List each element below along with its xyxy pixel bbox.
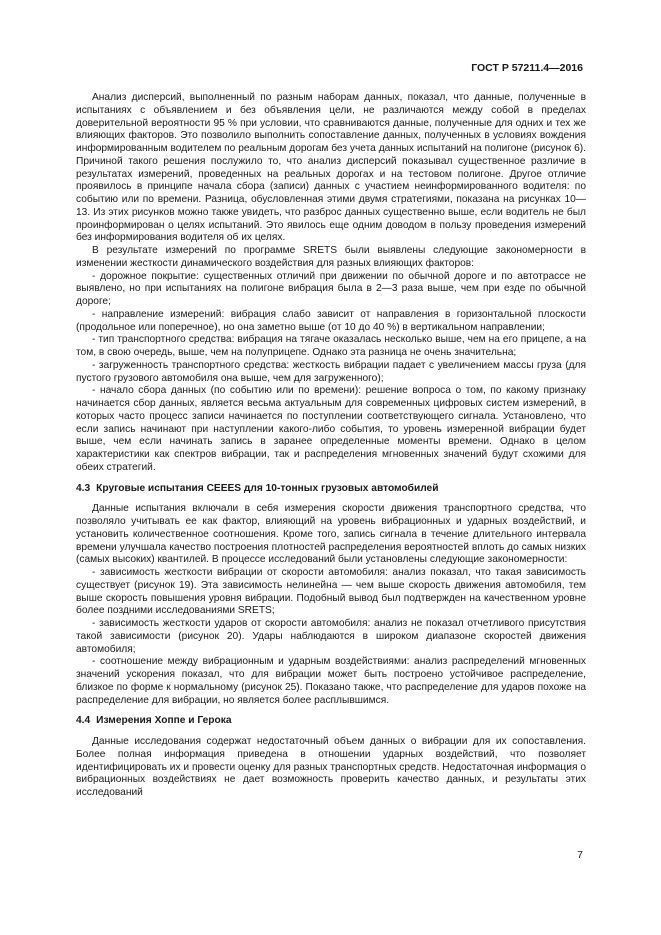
list-item: - зависимость жесткости вибрации от скорости автомобиля: анализ показал, что такая зависимость существует (рисунок 19). Эта зависимость нелинейна — чем выше скорость движения автомобиля, тем выше скорость повышения уровня вибрации. Подобный вывод был подтвержден на качественном уровне более поздними исследованиями SRETS; xyxy=(76,567,586,617)
list-item: - направление измерений: вибрация слабо зависит от направления в горизонтальной плоскости (продольное или поперечное), но она заметно выше (от 10 до 40 %) в вертикальном направлении; xyxy=(76,308,586,333)
paragraph: Данные исследования содержат недостаточный объем данных о вибрации для их сопоставления. Более полная информация приведена в отношении ударных воздействий, что позволяет идентифицировать их и провести оценку для разных транспортных средств. Недостаточная информация о вибрационных воздействиях не дает возможность проверить качество данных, и результаты этих исследований xyxy=(76,736,586,798)
paragraph: Данные испытания включали в себя измерения скорости движения транспортного средства, что позволяло учитывать ее как фактор, влияющий на уровень вибрационных и ударных воздействий, и установить количественное соотношения. Кроме того, запись сигнала в течение длительного интервала времени улучшала качество построения плотностей распределения вероятностей вплоть до самых низких (самых высоких) квантилей. В процессе исследований были установлены следующие закономерности: xyxy=(76,503,586,566)
paragraph: Анализ дисперсий, выполненный по разным наборам данных, показал, что данные, полученные в испытаниях с объявлением и без объявления цели, не различаются между собой в пределах доверительной вероятности 95 % при условии, что сравниваются данные, полученные для одних и тех же влияющих факторов. Это позволило выполнить сопоставление данных, полученных в условиях вождения информированным водителем по реальным дорогам без учета данных испытаний на полигоне (рисунок 6). Причиной такого решения послужило то, что анализ дисперсий показывал существенное различие в результатах измерений, проведенных на реальных дорогах и на тестовом полигоне. Другое отличие проявилось в принципе начала сбора (записи) данных с участием неинформированного водителя: по событию или по времени. Разница, обусловленная этими двумя стратегиями, показана на рисунках 10—13. Из этих рисунков можно также увидеть, что разброс данных существенно выше, если водитель не был проинформирован о целях испытаний. Это явилось еще одним доводом в пользу проведения измерений без информирования водителя об их целях. xyxy=(76,92,586,244)
list-item: - тип транспортного средства: вибрация на тягаче оказалась несколько выше, чем на его прицепе, а на том, в свою очередь, выше, чем на полуприцепе. Однако эта разница не очень значительна; xyxy=(76,334,586,358)
doc-code-header: ГОСТ Р 57211.4—2016 xyxy=(471,62,583,74)
section-number: 4.4 xyxy=(76,715,91,727)
document-body xyxy=(76,92,586,800)
section-title: Измерения Хоппе и Герока xyxy=(96,715,232,727)
list-item: - начало сбора данных (по событию или по времени): решение вопроса о том, по какому признаку начинается сбор данных, является весьма актуальным для современных цифровых систем измерений, в которых часто процесс записи начинается по поступлении соответствующего сигнала. Установлено, что если запись начинают при наступлении какого-либо события, то уровень измеренной вибрации будет выше, чем если начинать запись в заранее определенные моменты времени. Однако в целом характеристики как спектров вибрации, так и распределения мгновенных значений будут схожими для обеих стратегий. xyxy=(76,385,586,473)
section-heading xyxy=(76,715,586,728)
section-number: 4.3 xyxy=(76,482,91,494)
page-number: 7 xyxy=(577,849,583,861)
paragraph: В результате измерений по программе SRETS были выявлены следующие закономерности в изменении жесткости динамического воздействия для разных влияющих факторов: xyxy=(76,245,586,269)
section-title: Круговые испытания CEEES для 10-тонных грузовых автомобилей xyxy=(96,482,439,494)
list-item: - дорожное покрытие: существенных отличий при движении по обычной дороге и по автотрассе не выявлено, но при испытаниях на полигоне вибрация была в 2—3 раза выше, чем при езде по обычной дороге; xyxy=(76,270,586,307)
list-item: - соотношение между вибрационным и ударным воздействиями: анализ распределений мгновенных значений ускорения показал, что для вибрации может быть построено устойчивое распределение, близкое по форме к нормальному (рисунок 25). Показано также, что распределение для ударов похоже на распределение для вибрации, но является более расплывшимся. xyxy=(76,656,586,706)
list-item: - зависимость жесткости ударов от скорости автомобиля: анализ не показал отчетливого присутствия такой зависимости (рисунок 20). Удары наблюдаются в широком диапазоне скоростей движения автомобиля; xyxy=(76,618,586,655)
section-heading xyxy=(76,483,586,496)
list-item: - загруженность транспортного средства: жесткость вибрации падает с увеличением массы груза (для пустого грузового автомобиля она выше, чем для загруженного); xyxy=(76,359,586,384)
